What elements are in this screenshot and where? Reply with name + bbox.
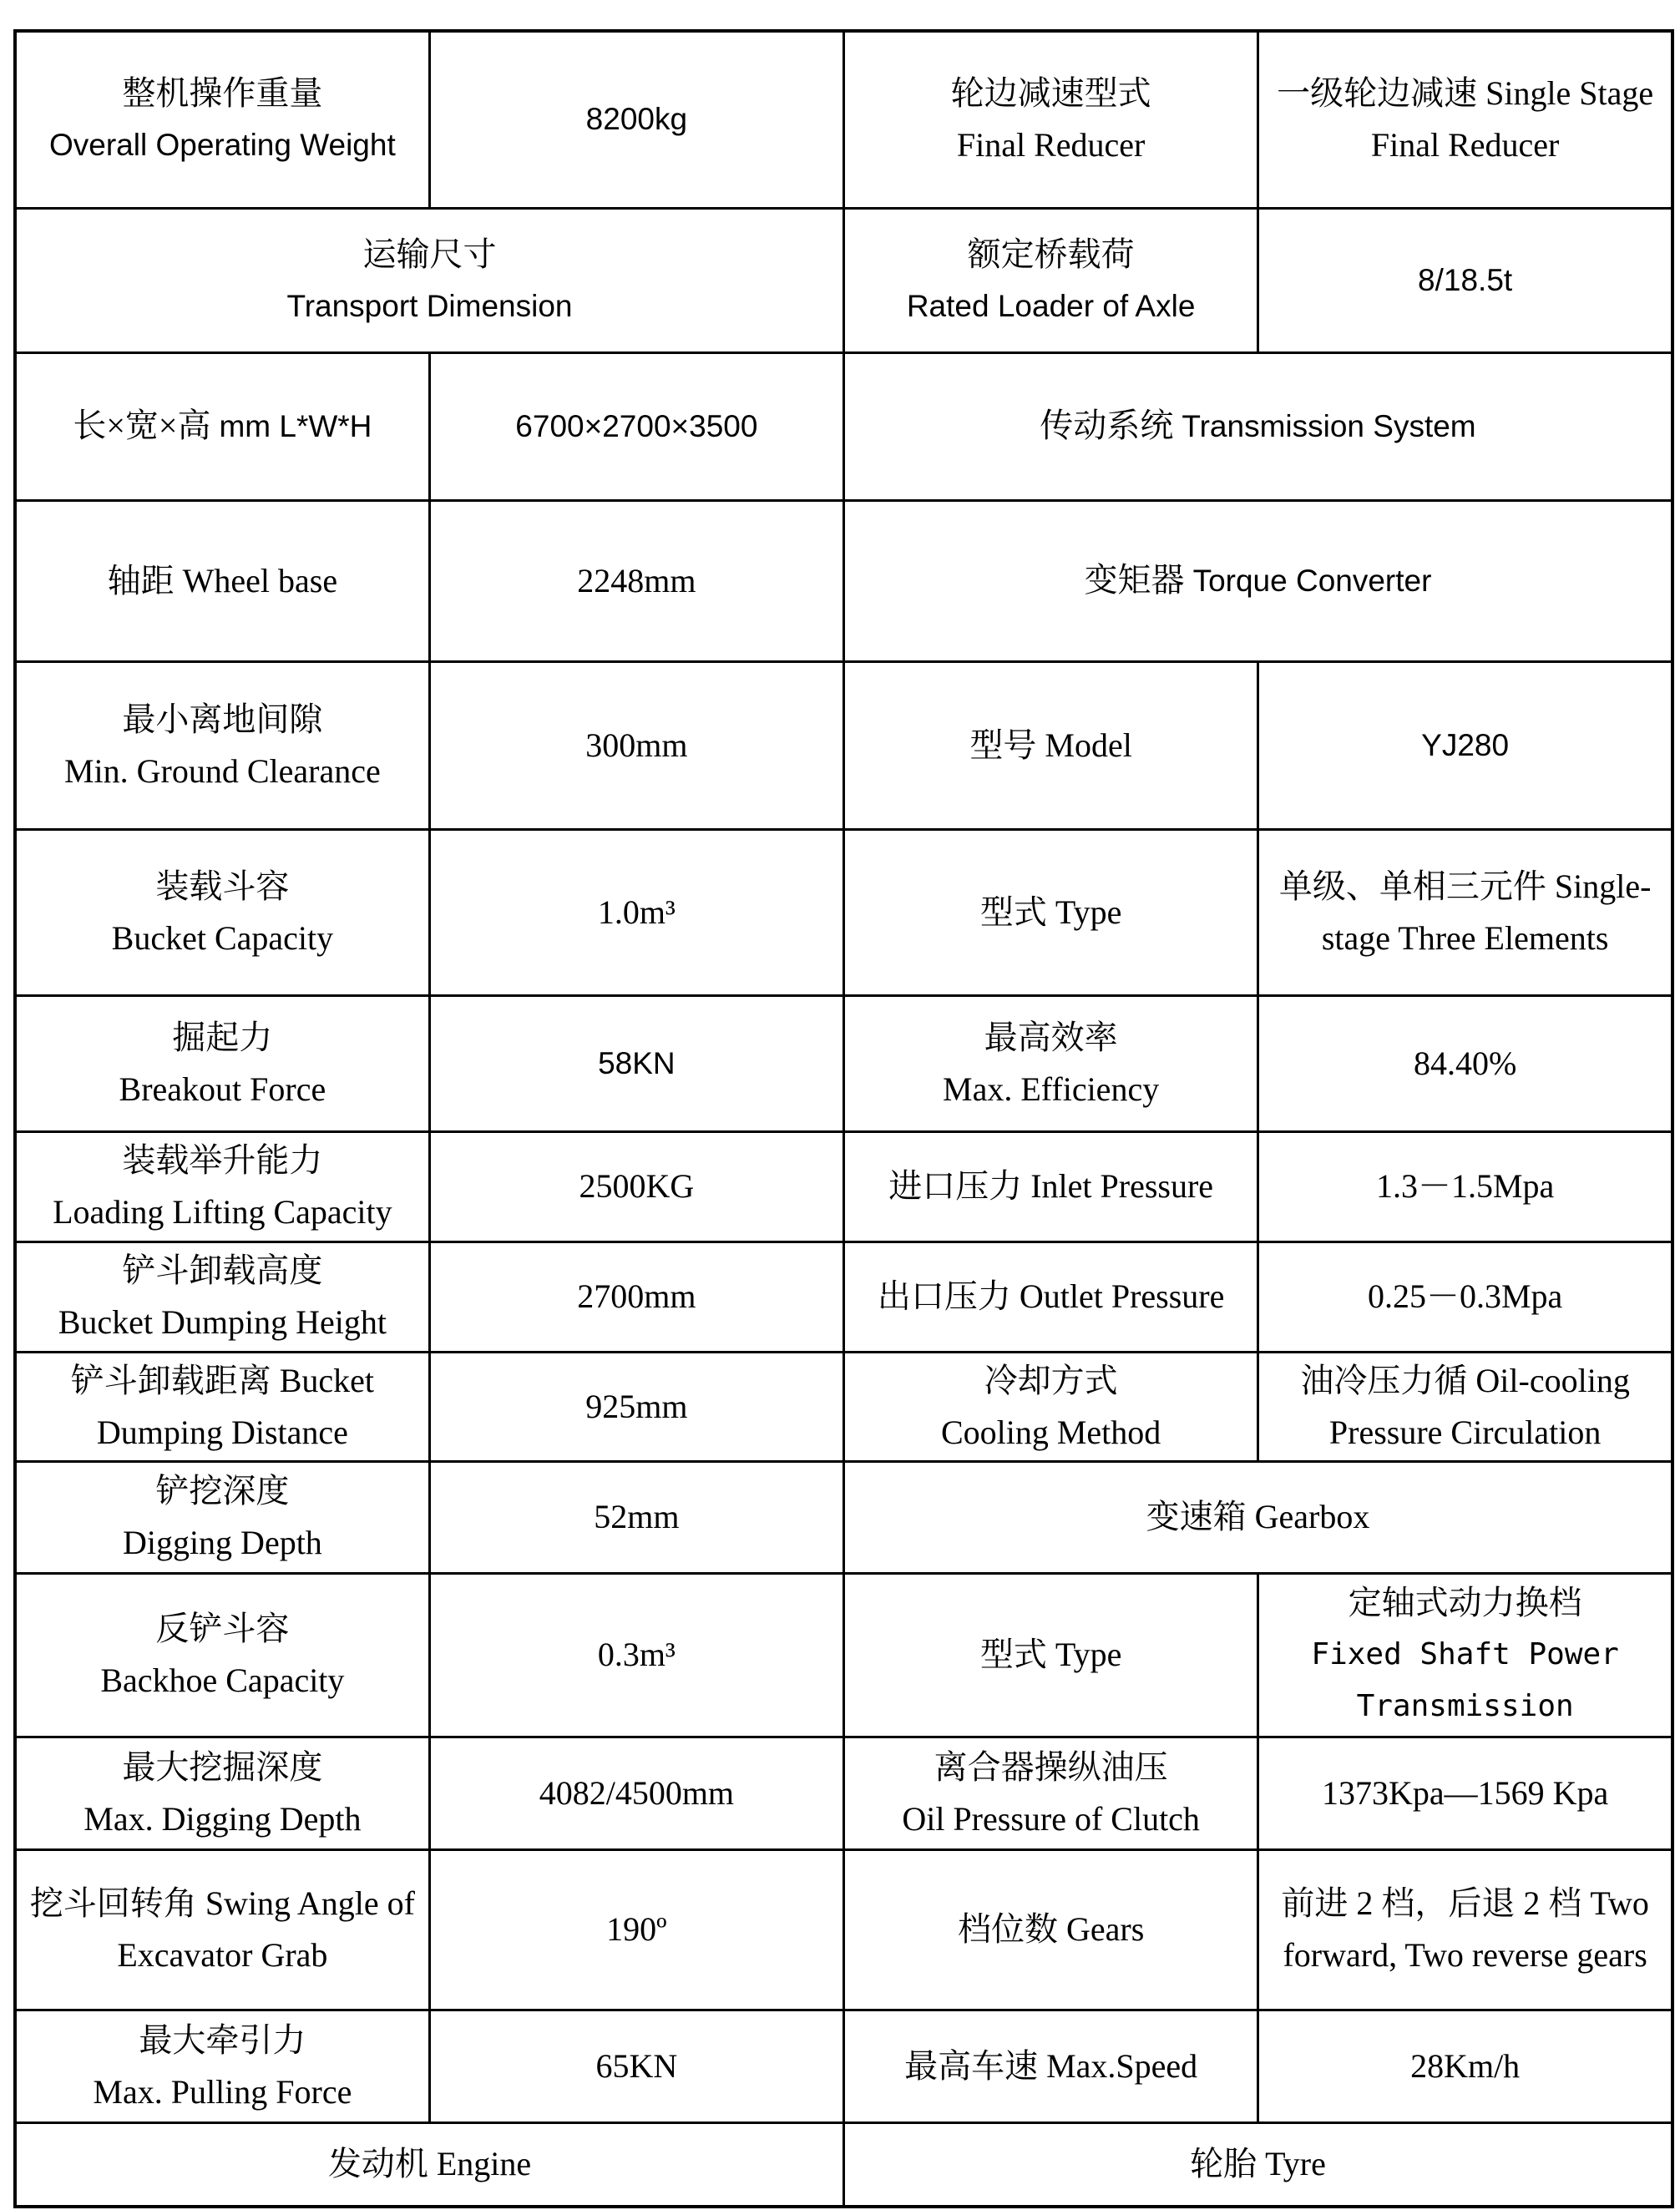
table-row <box>15 1573 1672 1737</box>
en-text: Breakout Force <box>119 1070 326 1108</box>
en-text: Type <box>1055 1636 1122 1673</box>
en-text: Max. Pulling Force <box>93 2072 352 2111</box>
zh-text: 前进 2 档，后退 2 档 <box>1281 1884 1582 1922</box>
en-text: Rated Loader of Axle <box>906 288 1196 323</box>
zh-text: 进口压力 <box>888 1167 1023 1205</box>
backhoe-capacity-label <box>15 1573 429 1737</box>
zh-text: 变速箱 <box>1146 1498 1247 1535</box>
transmission-system-header <box>844 352 1673 500</box>
table-row <box>15 1352 1672 1461</box>
overall-operating-weight-label <box>15 31 429 208</box>
en-text: Max. Digging Depth <box>83 1799 362 1838</box>
zh-text: 轮胎 <box>1190 2145 1257 2183</box>
en-text: Transmission System <box>1182 409 1476 443</box>
digging-depth-value: 52mm <box>429 1461 843 1573</box>
cooling-method-label <box>844 1352 1258 1461</box>
zh-text: 整机操作重量 <box>122 74 323 113</box>
en-text: Loading Lifting Capacity <box>53 1193 392 1231</box>
table-row <box>15 1849 1672 2010</box>
max-pulling-force-value: 65KN <box>429 2010 843 2122</box>
table-row <box>15 2122 1672 2207</box>
zh-text: 型式 <box>979 1636 1047 1673</box>
en-text: Outlet Pressure <box>1019 1277 1225 1315</box>
lwh-label <box>15 352 429 500</box>
bucket-capacity-label <box>15 829 429 995</box>
table-row <box>15 1242 1672 1352</box>
model-label <box>844 661 1258 829</box>
en-text: Model <box>1045 726 1132 764</box>
swing-angle-label <box>15 1849 429 2010</box>
model-value: YJ280 <box>1258 661 1672 829</box>
final-reducer-value <box>1258 31 1672 208</box>
max-speed-value: 28Km/h <box>1258 2010 1672 2122</box>
zh-text: 最小离地间隙 <box>122 700 323 738</box>
converter-type-label <box>844 829 1258 995</box>
en-text: mm L*W*H <box>219 409 372 443</box>
loading-lifting-capacity-value: 2500KG <box>429 1131 843 1242</box>
table-row <box>15 1461 1672 1573</box>
outlet-pressure-value: 0.25－0.3Mpa <box>1258 1242 1672 1352</box>
table-row <box>15 1737 1672 1849</box>
table-row <box>15 661 1672 829</box>
tyre-header <box>844 2122 1673 2207</box>
clutch-oil-pressure-value: 1373Kpa—1569 Kpa <box>1258 1737 1672 1849</box>
zh-text: 铲挖深度 <box>155 1472 290 1510</box>
en-text: Overall Operating Weight <box>49 128 396 163</box>
backhoe-capacity-value: 0.3m³ <box>429 1573 843 1737</box>
gearbox-type-value <box>1258 1573 1672 1737</box>
en-text: Max. Efficiency <box>943 1070 1160 1108</box>
clutch-oil-pressure-label <box>844 1737 1258 1849</box>
zh-text: 型式 <box>979 893 1047 931</box>
converter-type-value <box>1258 829 1672 995</box>
bucket-capacity-value: 1.0m³ <box>429 829 843 995</box>
zh-text: 最大挖掘深度 <box>122 1747 323 1786</box>
zh-text: 单级、单相三元件 <box>1278 867 1546 905</box>
en-text: Gearbox <box>1254 1498 1370 1535</box>
torque-converter-header <box>844 500 1673 661</box>
en-text: Min. Ground Clearance <box>63 751 381 790</box>
zh-text: 轴距 <box>107 561 175 599</box>
rated-axle-load-value: 8/18.5t <box>1258 208 1672 352</box>
en-text: Cooling Method <box>940 1413 1161 1451</box>
inlet-pressure-value: 1.3－1.5Mpa <box>1258 1131 1672 1242</box>
zh-text: 轮边减速型式 <box>950 74 1151 113</box>
zh-text: 档位数 <box>957 1910 1058 1948</box>
wheel-base-value: 2248mm <box>429 500 843 661</box>
breakout-force-value: 58KN <box>429 995 843 1131</box>
zh-text: 离合器操纵油压 <box>934 1747 1168 1786</box>
zh-text: 变矩器 <box>1084 561 1185 599</box>
zh-text: 长×宽×高 <box>73 407 211 444</box>
en-text: Oil-cooling Pressure Circulation <box>1328 1361 1630 1451</box>
table-row <box>15 2010 1672 2122</box>
gears-label <box>844 1849 1258 2010</box>
zh-text: 装载举升能力 <box>122 1141 323 1179</box>
zh-text: 额定桥载荷 <box>967 235 1135 273</box>
zh-text: 一级轮边减速 <box>1277 74 1478 113</box>
zh-text: 油冷压力循 <box>1300 1361 1468 1399</box>
bucket-dumping-height-label <box>15 1242 429 1352</box>
en-text: Max.Speed <box>1046 2046 1198 2085</box>
bucket-dumping-distance-label <box>15 1352 429 1461</box>
zh-text: 最高效率 <box>984 1018 1118 1056</box>
table-row <box>15 352 1672 500</box>
zh-text: 最高车速 <box>904 2046 1039 2085</box>
zh-text: 挖斗回转角 <box>29 1884 197 1922</box>
max-digging-depth-value: 4082/4500mm <box>429 1737 843 1849</box>
table-row <box>15 829 1672 995</box>
zh-text: 冷却方式 <box>984 1361 1118 1399</box>
zh-text: 掘起力 <box>172 1018 273 1056</box>
zh-text: 反铲斗容 <box>155 1610 290 1647</box>
zh-text: 最大牵引力 <box>139 2020 306 2059</box>
en-text: Engine <box>436 2145 532 2183</box>
gearbox-type-label <box>844 1573 1258 1737</box>
cooling-method-value <box>1258 1352 1672 1461</box>
bucket-dumping-height-value: 2700mm <box>429 1242 843 1352</box>
loading-lifting-capacity-label <box>15 1131 429 1242</box>
max-pulling-force-label <box>15 2010 429 2122</box>
inlet-pressure-label <box>844 1131 1258 1242</box>
en-text: Type <box>1055 893 1122 931</box>
zh-text: 定轴式动力换档 <box>1348 1584 1582 1621</box>
swing-angle-value: 190º <box>429 1849 843 2010</box>
table-row <box>15 31 1672 208</box>
overall-operating-weight-value: 8200kg <box>429 31 843 208</box>
transport-dimension-header <box>15 208 844 352</box>
en-text: Tyre <box>1265 2145 1326 2183</box>
en-text: Bucket Dumping Distance <box>96 1361 375 1451</box>
zh-text: 铲斗卸载距离 <box>70 1361 271 1399</box>
zh-text: 装载斗容 <box>155 867 290 905</box>
en-text: Bucket Dumping Height <box>58 1303 387 1341</box>
table-row <box>15 500 1672 661</box>
final-reducer-label <box>844 31 1258 208</box>
digging-depth-label <box>15 1461 429 1573</box>
en-text: Single-stage Three Elements <box>1321 867 1652 957</box>
en-text: Final Reducer <box>956 126 1146 164</box>
wheel-base-label <box>15 500 429 661</box>
en-text: Backhoe Capacity <box>100 1661 345 1699</box>
en-text: Torque Converter <box>1192 564 1432 598</box>
zh-text: 型号 <box>969 726 1037 764</box>
table-row <box>15 208 1672 352</box>
zh-text: 传动系统 <box>1040 407 1174 444</box>
lwh-value: 6700×2700×3500 <box>429 352 843 500</box>
en-text: Wheel base <box>182 561 338 599</box>
en-text: Bucket Capacity <box>111 918 334 957</box>
max-efficiency-label <box>844 995 1258 1131</box>
zh-text: 运输尺寸 <box>362 235 497 273</box>
en-text: Swing Angle of Excavator Grab <box>117 1884 415 1974</box>
en-text: Transport Dimension <box>286 288 573 323</box>
engine-header <box>15 2122 844 2207</box>
en-text: Oil Pressure of Clutch <box>902 1799 1200 1838</box>
breakout-force-label <box>15 995 429 1131</box>
en-text: Gears <box>1065 1910 1145 1948</box>
en-text: Inlet Pressure <box>1030 1167 1214 1205</box>
en-text: Single Stage Final Reducer <box>1370 74 1654 164</box>
max-digging-depth-label <box>15 1737 429 1849</box>
min-ground-clearance-value: 300mm <box>429 661 843 829</box>
rated-axle-load-label <box>844 208 1258 352</box>
bucket-dumping-distance-value: 925mm <box>429 1352 843 1461</box>
spec-table <box>13 29 1674 2208</box>
max-speed-label <box>844 2010 1258 2122</box>
gears-value <box>1258 1849 1672 2010</box>
gearbox-header <box>844 1461 1673 1573</box>
zh-text: 出口压力 <box>877 1277 1011 1315</box>
en-text: Fixed Shaft Power Transmission <box>1311 1637 1619 1723</box>
outlet-pressure-label <box>844 1242 1258 1352</box>
min-ground-clearance-label <box>15 661 429 829</box>
en-text: Two forward, Two reverse gears <box>1283 1884 1649 1974</box>
zh-text: 发动机 <box>327 2145 428 2183</box>
table-row <box>15 995 1672 1131</box>
table-row <box>15 1131 1672 1242</box>
zh-text: 铲斗卸载高度 <box>122 1252 323 1289</box>
max-efficiency-value: 84.40% <box>1258 995 1672 1131</box>
en-text: Digging Depth <box>122 1524 322 1561</box>
